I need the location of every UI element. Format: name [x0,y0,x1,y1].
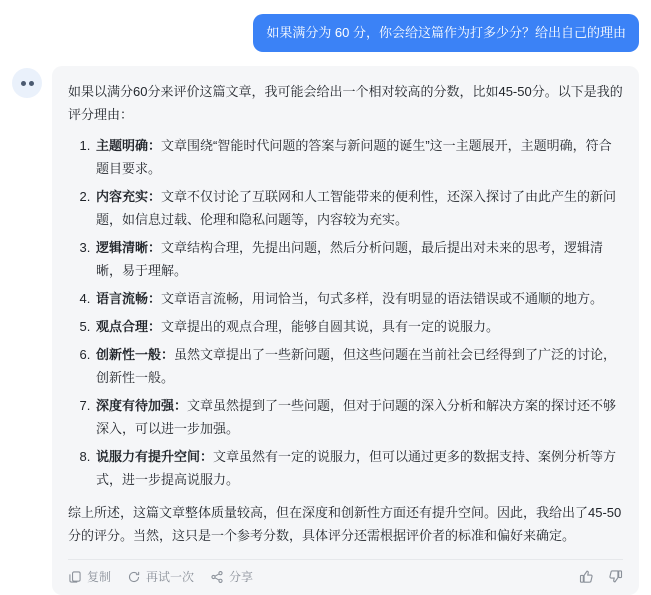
list-item [94,315,623,338]
copy-label: 复制 [87,570,112,584]
list-item-text: 文章不仅讨论了互联网和人工智能带来的便利性，还深入探讨了由此产生的新问题，如信息过载、伦理和隐私问题等，内容较为充实。 [96,189,617,227]
retry-label: 再试一次 [146,570,195,584]
list-item-text: 文章虽然有一定的说服力，但可以通过更多的数据支持、案例分析等方式，进一步提高说服力。 [96,449,617,487]
assistant-intro-text: 如果以满分60分来评价这篇文章，我可能会给出一个相对较高的分数，比如45-50分。以下是我的评分理由： [68,84,623,122]
list-item-text: 文章虽然提到了一些问题，但对于问题的深入分析和解决方案的探讨还不够深入，可以进一步加强。 [96,398,617,436]
list-item-text: 虽然文章提出了一些新问题，但这些问题在当前社会已经得到了广泛的讨论，创新性一般。 [96,347,617,385]
assistant-message-row [12,66,639,595]
list-item [94,394,623,440]
message-actions-left [68,568,253,585]
list-item-title: 创新性一般： [96,347,175,362]
list-item-title: 观点合理： [96,319,162,334]
list-item-title: 说服力有提升空间： [96,449,214,464]
assistant-message-bubble [52,66,639,595]
message-action-bar [68,559,623,595]
avatar-eye-right-icon [29,81,34,86]
list-item-text: 文章语言流畅，用词恰当，句式多样，没有明显的语法错误或不通顺的地方。 [161,291,604,306]
retry-button[interactable] [127,568,194,585]
list-item-text: 文章围绕“智能时代问题的答案与新问题的诞生”这一主题展开，主题明确，符合题目要求。 [96,138,612,176]
list-item-title: 深度有待加强： [96,398,188,413]
share-icon [210,570,224,584]
assistant-conclusion-text: 综上所述，这篇文章整体质量较高，但在深度和创新性方面还有提升空间。因此，我给出了45-50分的评分。当然，这只是一个参考分数，具体评分还需根据评价者的标准和偏好来确定。 [68,505,622,543]
list-item-title: 逻辑清晰： [96,240,162,255]
user-message-bubble: 如果满分为 60 分，你会给这篇作为打多少分？给出自己的理由 [253,14,639,52]
list-item [94,287,623,310]
list-item-text: 文章提出的观点合理，能够自圆其说，具有一定的说服力。 [161,319,500,334]
message-actions-right [579,569,623,584]
list-item [94,134,623,180]
copy-icon [68,570,82,584]
refresh-icon [127,570,141,584]
share-button[interactable] [210,568,253,585]
copy-button[interactable] [68,568,111,585]
avatar-eye-left-icon [21,81,26,86]
reasons-list [68,134,623,491]
list-item-text: 文章结构合理，先提出问题，然后分析问题，最后提出对未来的思考，逻辑清晰，易于理解。 [96,240,604,278]
list-item-title: 主题明确： [96,138,162,153]
user-message-row [12,14,639,52]
list-item [94,236,623,282]
list-item [94,185,623,231]
share-label: 分享 [229,570,254,584]
list-item-title: 语言流畅： [96,291,162,306]
thumbs-down-button[interactable] [608,569,623,584]
thumbs-up-button[interactable] [579,569,594,584]
assistant-avatar [12,68,42,98]
list-item [94,445,623,491]
list-item [94,343,623,389]
list-item-title: 内容充实： [96,189,162,204]
